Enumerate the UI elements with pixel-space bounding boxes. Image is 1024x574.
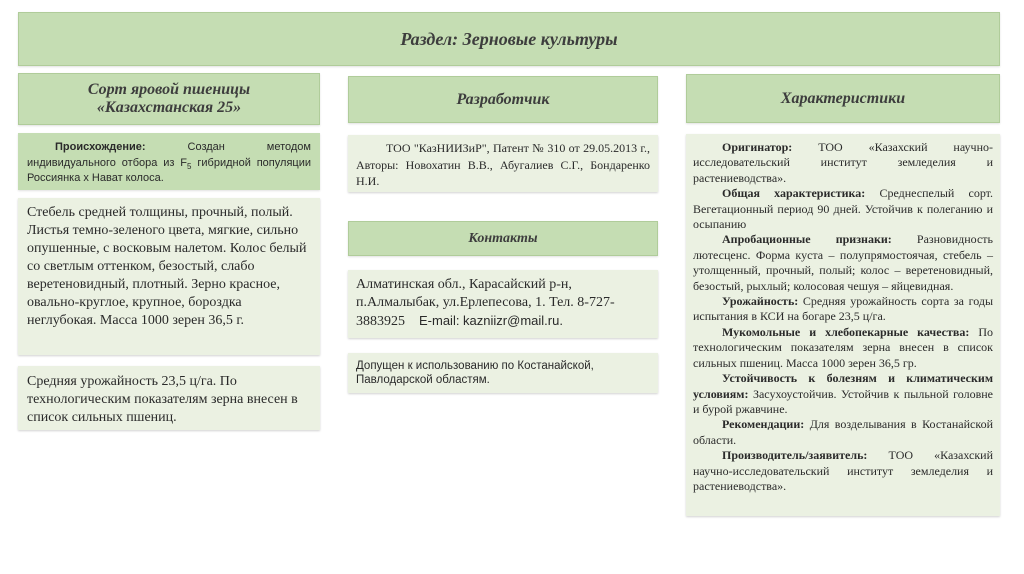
description-box: [18, 198, 320, 355]
contacts-address: Алматинская обл., Карасайский р-н, п.Алмалыбак, ул.Ерлепесова, 1. Тел. 8-727-3883925: [356, 277, 615, 329]
char-label: Устойчивость к болезням и климатическим условиям:: [693, 371, 993, 401]
contacts-header-text: Контакты: [468, 230, 538, 246]
variety-header: [18, 73, 320, 125]
char-text: Среднеспелый сорт. Вегетационный период 90 дней. Устойчив к полеганию и осыпанию: [693, 186, 994, 232]
char-label: Урожайность:: [722, 294, 799, 309]
description-text: Стебель средней толщины, прочный, полый. Листья темно-зеленого цвета, мягкие, сильно опушенные, с восковым налетом. Колос белый со светлым оттенком, безостый, слабо веретеновидный, плотный. Зерно красное, овально-круглое, крупное, бороздка неглубокая. Масса 1000 зерен 36,5 г.: [27, 205, 307, 328]
char-text: Засухоустойчив. Устойчив к пыльной головне и бурой ржавчине.: [693, 386, 993, 416]
char-label: Мукомольные и хлебопекарные качества:: [722, 324, 970, 339]
characteristics-box: [686, 134, 1000, 516]
characteristics-header: [686, 74, 1000, 123]
char-label: Оригинатор:: [722, 140, 793, 154]
developer-text: ТОО "КазНИИЗиР", Патент № 310 от 29.05.2013 г., Авторы: Новохатин В.В., Абугалиев С.Г., Бондаренко Н.И.: [356, 141, 650, 188]
origin-box: [18, 133, 320, 190]
char-text: ТОО «Казахский научно-исследовательский институт земледелия и растениеводства».: [693, 448, 993, 493]
char-text: ТОО «Казахский научно-исследовательский институт земледелия и растениеводства».: [693, 140, 993, 185]
origin-subscript: 5: [187, 161, 192, 171]
char-item-general: [693, 186, 993, 232]
char-item-yield: [693, 294, 993, 325]
char-text: Средняя урожайность сорта за годы испытания в КСИ на богаре 23,5 ц/га.: [693, 294, 994, 324]
char-item-producer: [693, 448, 993, 494]
char-text: Для возделывания в Костанайской области.: [693, 417, 993, 447]
characteristics-header-text: Характеристики: [780, 89, 906, 107]
char-label: Апробационные признаки:: [722, 232, 892, 247]
char-item-resistance: [693, 371, 993, 417]
char-item-originator: [693, 140, 993, 186]
yield-note-box: [18, 366, 320, 430]
contacts-paragraph: [356, 276, 650, 331]
char-label: Рекомендации:: [722, 417, 805, 432]
contacts-box: [348, 270, 658, 338]
char-text: Разновидность лютесценс. Форма куста – полупрямостоячая, стебель – утолщенный, прочный, полый; колос – веретеновидный, безостый, рыхлый; колосовая чешуя – яйцевидная.: [693, 232, 994, 293]
char-item-approbation: [693, 232, 993, 294]
contacts-email: E-mail: kazniizr@mail.ru.: [419, 313, 563, 328]
section-title-text: Раздел: Зерновые культуры: [400, 28, 618, 49]
yield-note-text: Средняя урожайность 23,5 ц/га. По технологическим показателям зерна внесен в список сильных пшениц.: [27, 374, 298, 425]
developer-box: [348, 135, 658, 192]
origin-text-before: Создан методом индивидуального отбора из F: [27, 141, 311, 169]
char-text: По технологическим показателям зерна внесен в список сильных пшениц. Масса 1000 зерен 36,5 гр.: [693, 324, 994, 370]
variety-header-line2: «Казахстанская 25»: [96, 99, 242, 116]
contacts-header: [348, 221, 658, 256]
char-item-milling-baking: [693, 325, 993, 371]
approval-text: Допущен к использованию по Костанайской, Павлодарской областям.: [356, 360, 594, 386]
variety-header-line1: Сорт яровой пшеницы: [87, 81, 251, 98]
origin-label: Происхождение:: [55, 141, 146, 153]
developer-header-text: Разработчик: [456, 90, 550, 108]
section-title: [18, 12, 1000, 66]
char-item-recommendations: [693, 417, 993, 448]
char-label: Общая характеристика:: [722, 186, 866, 201]
origin-paragraph: [27, 140, 311, 187]
developer-header: [348, 76, 658, 123]
approval-box: [348, 353, 658, 393]
char-label: Производитель/заявитель:: [722, 448, 868, 463]
origin-text-after: гибридной популяции Россиянка х Нават колоса.: [27, 156, 311, 184]
